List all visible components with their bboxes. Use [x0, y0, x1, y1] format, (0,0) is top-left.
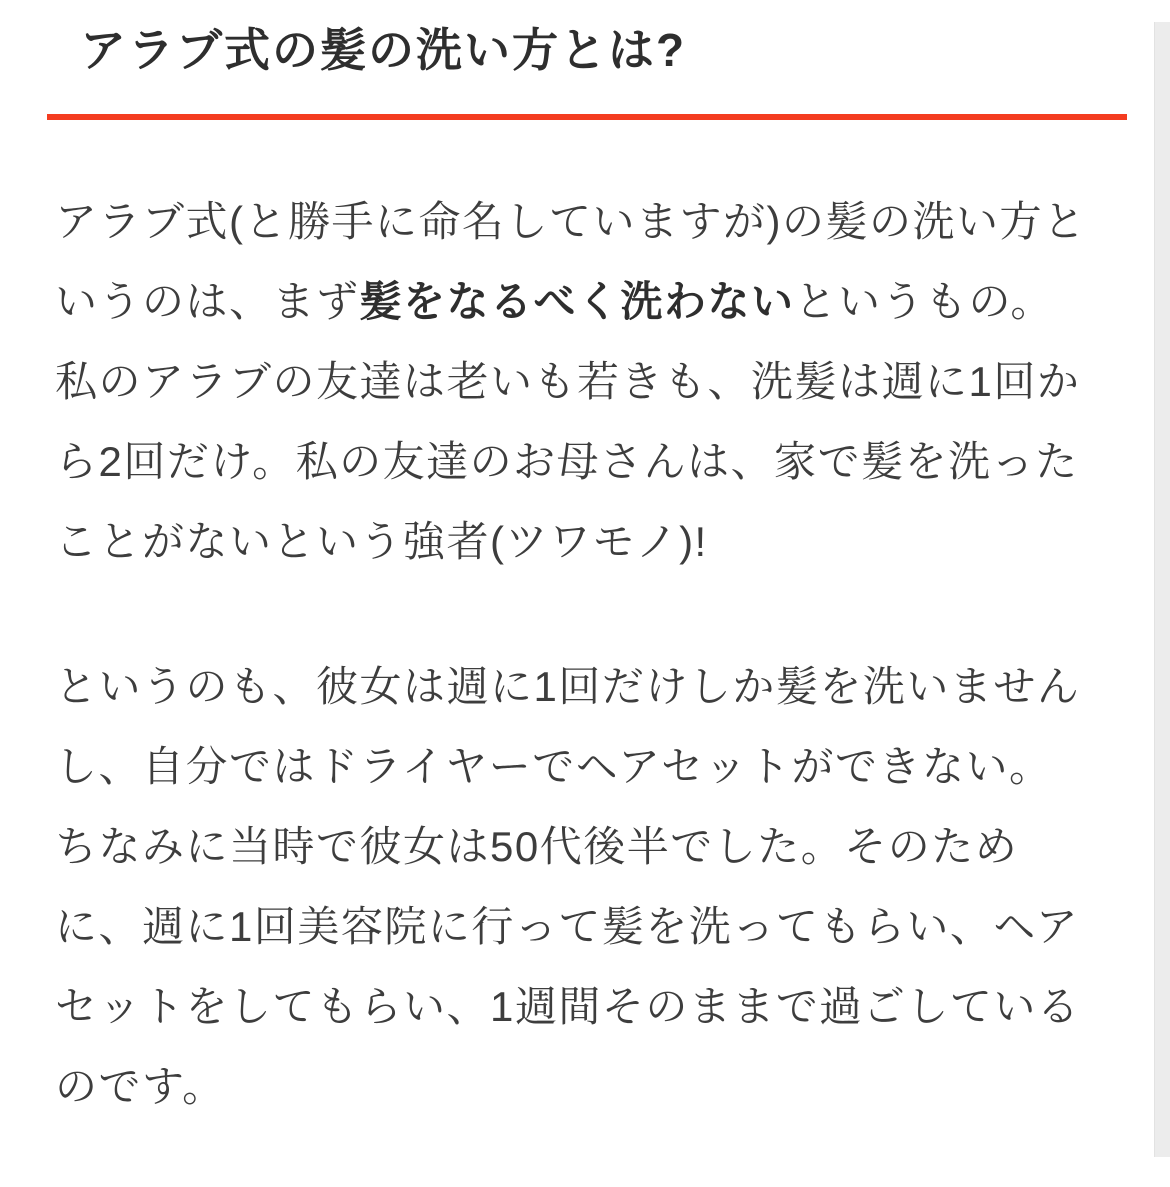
text-line: 私のアラブの友達は老いも若きも、洗髪は週に1回か	[55, 357, 1081, 405]
bold-text-wash-less: 髪をなるべく洗わない	[359, 277, 795, 325]
text-line: セットをしてもらい、1週間そのままで過ごしている	[55, 982, 1081, 1030]
text-line: アラブ式(と勝手に命名していますが)の髪の洗い方と	[55, 197, 1087, 245]
paragraph-mother-example	[55, 647, 1125, 1127]
text-line: ら2回だけ。私の友達のお母さんは、家で髪を洗った	[55, 437, 1079, 485]
text-line: に、週に1回美容院に行って髪を洗ってもらい、ヘア	[55, 902, 1080, 950]
paragraph-arab-style-intro	[55, 182, 1125, 582]
text-line: し、自分ではドライヤーでヘアセットができない。	[55, 742, 1053, 790]
text-line: というのも、彼女は週に1回だけしか髪を洗いません	[55, 662, 1081, 710]
text-line: ちなみに当時で彼女は50代後半でした。そのため	[55, 822, 1019, 870]
scrollbar[interactable]	[1154, 22, 1170, 1157]
text-segment: というもの。	[794, 277, 1054, 325]
text-line: のです。	[55, 1062, 226, 1110]
text-line: ことがないという強者(ツワモノ)!	[55, 517, 708, 565]
article-page	[0, 22, 1170, 1187]
text-line	[55, 262, 1125, 342]
text-segment: いうのは、まず	[55, 277, 360, 325]
article-heading: アラブ式の髪の洗い方とは?	[47, 22, 1127, 120]
